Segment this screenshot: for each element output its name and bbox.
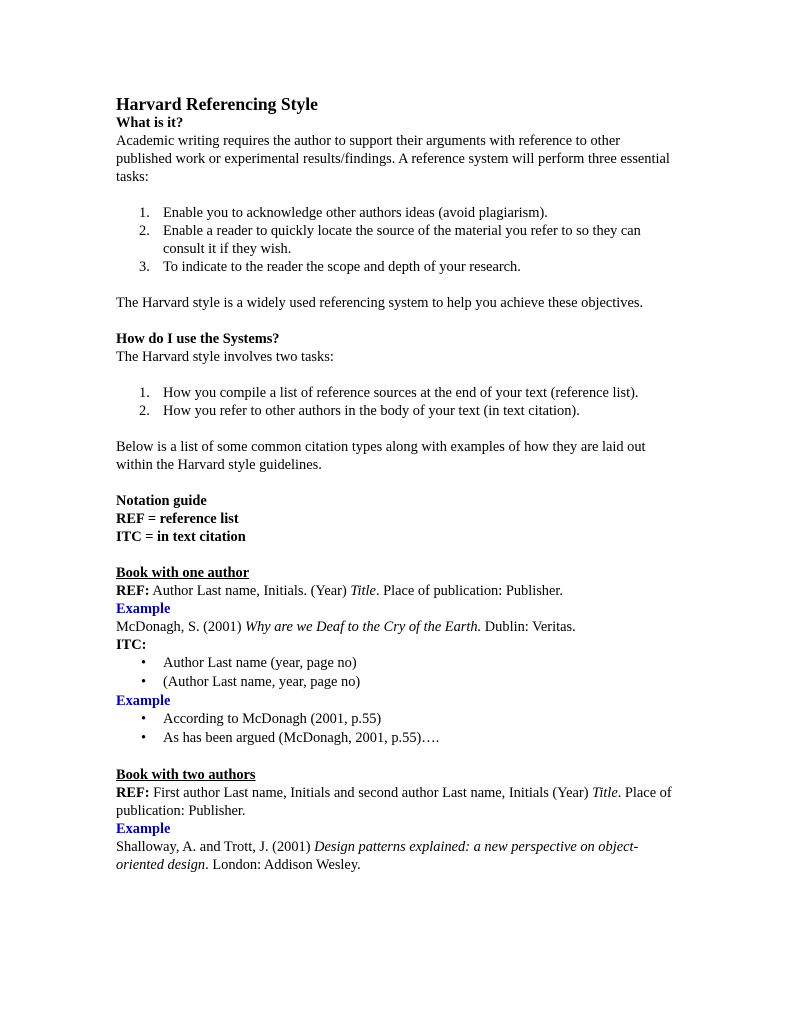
list-item: 1. How you compile a list of reference sources at the end of your text (reference list). <box>139 385 639 401</box>
book-one-itc-label: ITC: <box>116 637 147 653</box>
notation-ref: REF = reference list <box>116 511 239 527</box>
book-one-itc-example-label: Example <box>116 693 171 709</box>
book-two-ref: REF: First author Last name, Initials and second author Last name, Initials (Year) Title. Place of publication: Publisher. <box>116 785 672 819</box>
book-one-itc-list <box>116 654 676 691</box>
how-to-use-intro: The Harvard style involves two tasks: <box>116 349 334 365</box>
list-item: 3. To indicate to the reader the scope and depth of your research. <box>139 259 521 275</box>
notation-heading: Notation guide <box>116 493 207 509</box>
book-one-itc-examples <box>116 710 676 747</box>
list-item: • According to McDonagh (2001, p.55) <box>141 711 382 727</box>
what-is-it-closing: The Harvard style is a widely used referencing system to help you achieve these objectives. <box>116 295 644 311</box>
list-item: • Author Last name (year, page no) <box>141 655 357 671</box>
book-two-example: Shalloway, A. and Trott, J. (2001) Design patterns explained: a new perspective on object-oriented design. London: Addison Wesley. <box>116 839 639 873</box>
book-one-ref: REF: Author Last name, Initials. (Year) Title. Place of publication: Publisher. <box>116 583 563 599</box>
how-to-use-closing: Below is a list of some common citation types along with examples of how they are laid out within the Harvard style guidelines. <box>116 439 646 473</box>
what-is-it-intro: Academic writing requires the author to support their arguments with reference to other published work or experimental results/findings. A reference system will perform three essential tasks: <box>116 133 670 185</box>
list-item: 1. Enable you to acknowledge other authors ideas (avoid plagiarism). <box>139 205 548 221</box>
how-to-use-list <box>116 384 676 420</box>
document-body <box>116 94 676 874</box>
book-one-heading: Book with one author <box>116 565 250 581</box>
notation-itc: ITC = in text citation <box>116 529 246 545</box>
how-to-use-heading: How do I use the Systems? <box>116 331 280 347</box>
list-item: • (Author Last name, year, page no) <box>141 674 361 690</box>
book-two-example-label: Example <box>116 821 171 837</box>
list-item: • As has been argued (McDonagh, 2001, p.55)…. <box>141 730 440 746</box>
page-title: Harvard Referencing Style <box>116 94 318 114</box>
book-two-heading: Book with two authors <box>116 767 256 783</box>
list-item: 2. How you refer to other authors in the body of your text (in text citation). <box>139 403 580 419</box>
book-one-example-label: Example <box>116 601 171 617</box>
tasks-list <box>116 204 676 276</box>
book-one-example: McDonagh, S. (2001) Why are we Deaf to the Cry of the Earth. Dublin: Veritas. <box>116 619 576 635</box>
what-is-it-heading: What is it? <box>116 115 184 131</box>
list-item: 2. Enable a reader to quickly locate the source of the material you refer to so they can consult it if they wish. <box>139 223 641 257</box>
